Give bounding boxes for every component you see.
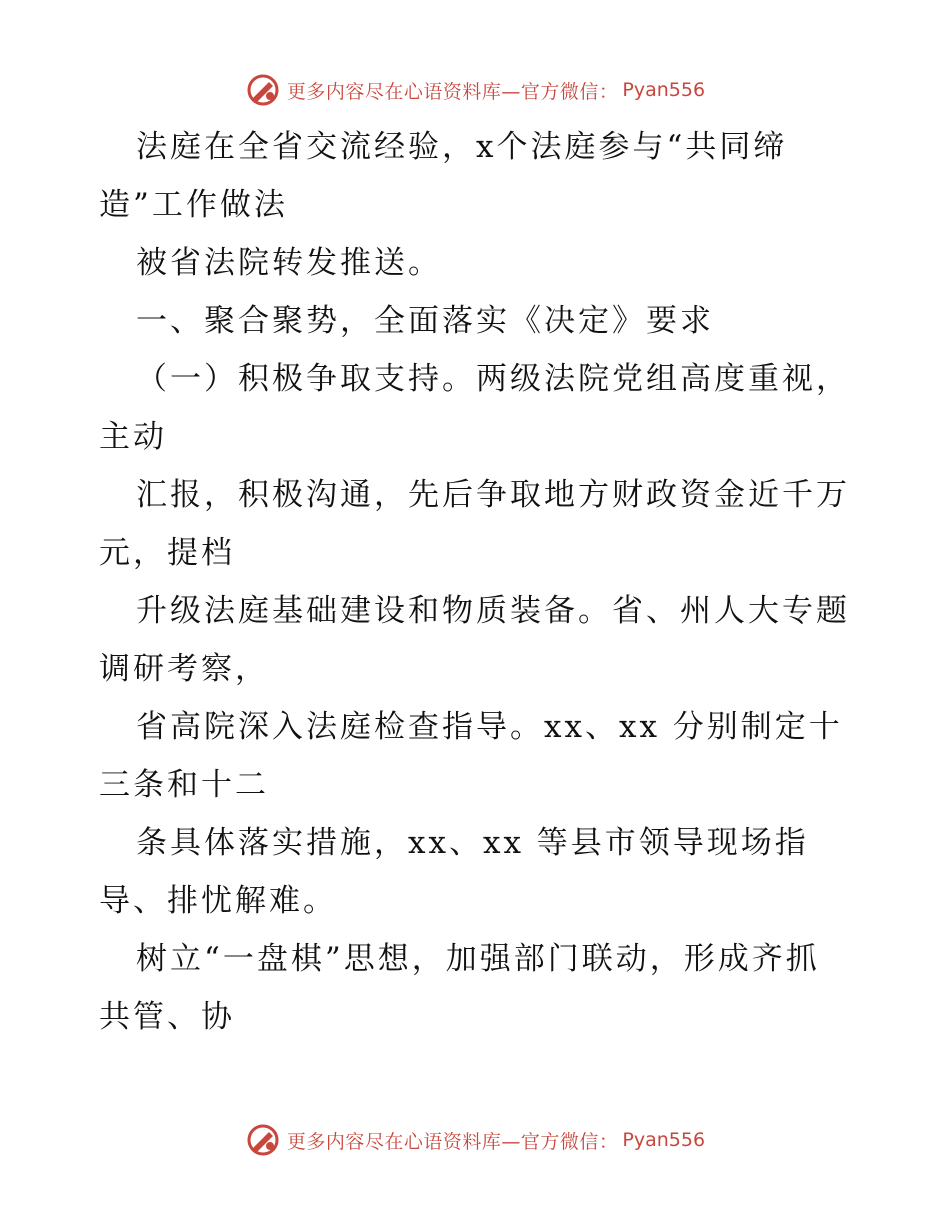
watermark-text: 更多内容尽在心语资料库—官方微信： <box>286 80 619 103</box>
text-line: 省高院深入法庭检查指导。xx、xx 分别制定十 <box>136 709 843 745</box>
text-line: 造”工作做法 <box>99 187 288 223</box>
watermark-wechat-id: Pyan556 <box>622 79 706 101</box>
footer-watermark <box>0 1120 950 1160</box>
text-line: 调研考察， <box>99 651 269 687</box>
text-line: 三条和十二 <box>99 767 269 803</box>
text-line: 条具体落实措施，xx、xx 等县市领导现场指 <box>136 825 809 861</box>
text-line: 被省法院转发推送。 <box>136 245 442 281</box>
red-seal-logo-icon <box>245 72 281 108</box>
text-line: 法庭在全省交流经验，x个法庭参与“共同缔 <box>136 129 788 165</box>
red-seal-logo-icon <box>245 1122 281 1158</box>
section-heading: 一、聚合聚势，全面落实《决定》要求 <box>136 303 714 339</box>
text-line: （一）积极争取支持。两级法院党组高度重视， <box>136 361 850 397</box>
text-line: 汇报，积极沟通，先后争取地方财政资金近千万 <box>136 477 850 513</box>
text-line: 主动 <box>99 419 167 455</box>
text-line: 元，提档 <box>99 535 235 571</box>
header-watermark <box>0 70 950 110</box>
watermark-wechat-id: Pyan556 <box>622 1129 706 1151</box>
watermark-text: 更多内容尽在心语资料库—官方微信： <box>286 1130 619 1153</box>
text-line: 升级法庭基础建设和物质装备。省、州人大专题 <box>136 593 850 629</box>
text-line: 共管、协 <box>99 999 235 1035</box>
text-line: 树立“一盘棋”思想，加强部门联动，形成齐抓 <box>136 941 820 977</box>
text-line: 导、排忧解难。 <box>99 883 337 919</box>
